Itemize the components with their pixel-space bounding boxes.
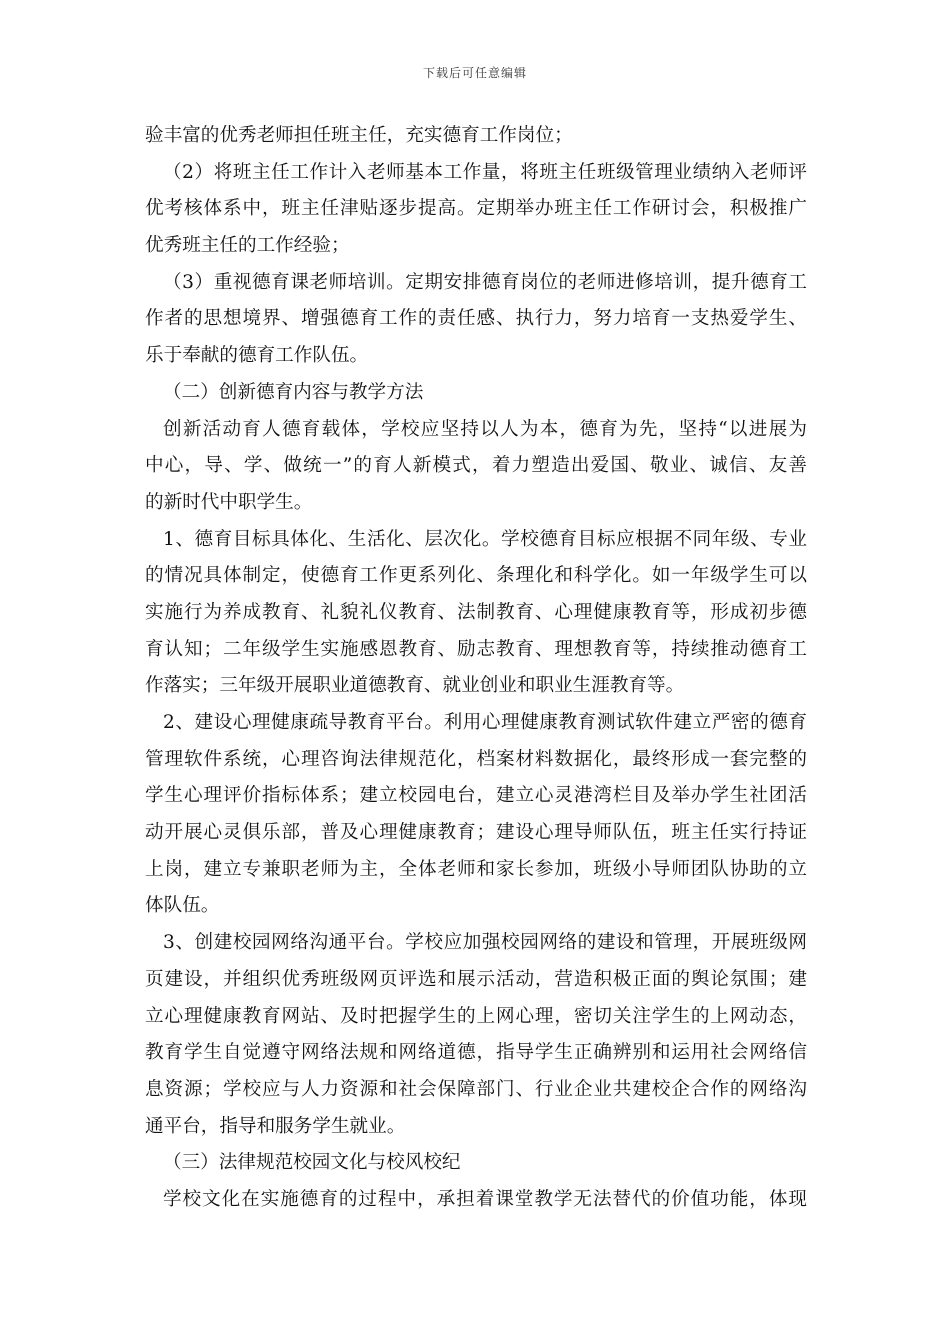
text-line: 管理软件系统，心理咨询法律规范化，档案材料数据化，最终形成一套完整的 — [145, 748, 807, 770]
text-line: 学校文化在实施德育的过程中，承担着课堂教学无法替代的价值功能，体现 — [163, 1188, 807, 1210]
text-line: 立心理健康教育网站、及时把握学生的上网心理，密切关注学生的上网动态， — [145, 1005, 807, 1027]
text-line: 乐于奉献的德育工作队伍。 — [145, 345, 369, 367]
paragraph — [145, 412, 807, 522]
text-line: 作者的思想境界、增强德育工作的责任感、执行力，努力培育一支热爱学生、 — [145, 308, 807, 330]
text-line: 动开展心灵俱乐部，普及心理健康教育；建设心理导师队伍，班主任实行持证 — [145, 822, 807, 844]
text-line: 育认知；二年级学生实施感恩教育、励志教育、理想教育等，持续推动德育工 — [145, 638, 807, 660]
paragraph — [145, 118, 807, 155]
text-line: 息资源；学校应与人力资源和社会保障部门、行业企业共建校企合作的网络沟 — [145, 1078, 807, 1100]
paragraph — [145, 522, 807, 705]
text-line: 中心，导、学、做统一”的育人新模式，着力塑造出爱国、敬业、诚信、友善 — [145, 455, 807, 477]
text-line: 优考核体系中，班主任津贴逐步提高。定期举办班主任工作研讨会，积极推广 — [145, 198, 807, 220]
text-line: 2、建设心理健康疏导教育平台。利用心理健康教育测试软件建立严密的德育 — [163, 712, 807, 733]
text-line: 体队伍。 — [145, 895, 220, 917]
text-line: 教育学生自觉遵守网络法规和网络道德，指导学生正确辨别和运用社会网络信 — [145, 1042, 807, 1064]
text-line: 实施行为养成教育、礼貌礼仪教育、法制教育、心理健康教育等，形成初步德 — [145, 601, 807, 623]
text-line: 优秀班主任的工作经验； — [145, 235, 350, 257]
text-line: 学生心理评价指标体系；建立校园电台，建立心灵港湾栏目及举办学生社团活 — [145, 785, 807, 807]
document-body — [145, 118, 807, 1219]
text-line: 的新时代中职学生。 — [145, 491, 313, 513]
text-line: 上岗，建立专兼职老师为主，全体老师和家长参加，班级小导师团队协助的立 — [145, 858, 807, 880]
text-line: 1、德育目标具体化、生活化、层次化。学校德育目标应根据不同年级、专业 — [163, 528, 807, 550]
section-heading-text: （二）创新德育内容与教学方法 — [163, 381, 424, 403]
paragraph — [145, 925, 807, 1145]
paragraph — [145, 1182, 807, 1219]
text-line: （2）将班主任工作计入老师基本工作量，将班主任班级管理业绩纳入老师评 — [163, 161, 807, 183]
text-line: 作落实；三年级开展职业道德教育、就业创业和职业生涯教育等。 — [145, 675, 685, 697]
section-heading-text: （三）法律规范校园文化与校风校纪 — [163, 1152, 461, 1174]
section-heading — [145, 375, 807, 412]
page-header: 下载后可任意编辑 — [422, 66, 527, 80]
paragraph — [145, 265, 807, 375]
text-line: 创新活动育人德育载体，学校应坚持以人为本，德育为先，坚持“以进展为 — [163, 418, 807, 440]
text-line: 验丰富的优秀老师担任班主任，充实德育工作岗位； — [145, 125, 573, 146]
paragraph — [145, 705, 807, 925]
text-line: 的情况具体制定，使德育工作更系列化、条理化和科学化。如一年级学生可以 — [145, 565, 807, 587]
paragraph — [145, 155, 807, 265]
text-line: 3、创建校园网络沟通平台。学校应加强校园网络的建设和管理，开展班级网 — [163, 932, 807, 954]
text-line: （3）重视德育课老师培训。定期安排德育岗位的老师进修培训，提升德育工 — [163, 271, 807, 293]
text-line: 页建设，并组织优秀班级网页评选和展示活动，营造积极正面的舆论氛围；建 — [145, 968, 807, 990]
section-heading — [145, 1145, 807, 1182]
text-line: 通平台，指导和服务学生就业。 — [145, 1115, 406, 1137]
